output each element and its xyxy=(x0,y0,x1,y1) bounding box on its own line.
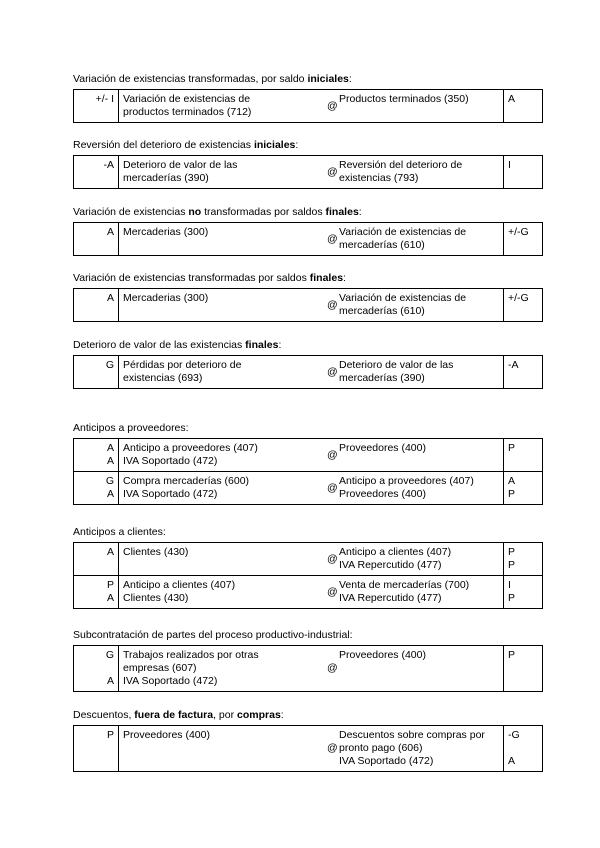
debit-sign-cell xyxy=(74,356,119,389)
section-title-part: Variación de existencias transformadas por saldos xyxy=(73,272,310,284)
credit-account: pronto pago (606) xyxy=(339,742,423,754)
credit-sign: I xyxy=(508,579,511,591)
section-title xyxy=(73,73,528,86)
debit-account: Compra mercaderías (600) xyxy=(123,475,250,487)
section-title-part: : xyxy=(343,272,346,284)
debit-sign-cell xyxy=(74,90,119,123)
debit-accounts-cell xyxy=(119,439,328,472)
debit-account: Pérdidas por deterioro de xyxy=(123,359,242,371)
debit-sign: -A xyxy=(103,159,114,171)
debit-sign: A xyxy=(106,455,114,467)
credit-sign: P xyxy=(508,649,516,661)
section-title-part: : xyxy=(348,73,352,85)
credit-account: Proveedores (400) xyxy=(339,488,426,500)
debit-sign: A xyxy=(106,226,114,238)
journal-entry-row xyxy=(74,90,543,123)
debit-accounts-cell xyxy=(119,223,328,256)
credit-sign: P xyxy=(508,592,516,604)
section-title xyxy=(73,139,528,152)
credit-account: existencias (793) xyxy=(339,172,419,184)
credit-account: mercaderías (610) xyxy=(339,305,425,317)
credit-sign: +/-G xyxy=(508,292,529,304)
journal-section xyxy=(73,629,528,692)
debit-sign: A xyxy=(106,488,114,500)
credit-sign-cell xyxy=(504,646,543,692)
credit-sign-cell xyxy=(504,439,543,472)
journal-entry-row xyxy=(74,726,543,772)
credit-accounts-cell xyxy=(335,439,504,472)
debit-sign xyxy=(78,662,114,675)
journal-entry-table xyxy=(73,542,543,609)
section-title xyxy=(73,709,528,722)
debit-account: Proveedores (400) xyxy=(123,729,210,741)
credit-account: Anticipo a proveedores (407) xyxy=(339,475,474,487)
section-title xyxy=(73,629,528,642)
credit-sign: P xyxy=(508,559,516,571)
section-title-part: : xyxy=(278,339,282,351)
at-symbol: @ xyxy=(327,223,335,256)
debit-sign: A xyxy=(106,292,114,304)
credit-accounts-cell xyxy=(335,90,504,123)
debit-account: IVA Soportado (472) xyxy=(123,488,218,500)
credit-sign: P xyxy=(508,488,516,500)
debit-sign-cell xyxy=(74,543,119,576)
section-title-part: iniciales xyxy=(253,139,296,151)
credit-accounts-cell xyxy=(335,726,504,772)
credit-account: Variación de existencias de xyxy=(339,226,467,238)
debit-sign: A xyxy=(106,546,114,558)
debit-sign: A xyxy=(106,592,114,604)
credit-sign-cell xyxy=(504,356,543,389)
credit-sign-cell xyxy=(504,223,543,256)
debit-sign: G xyxy=(105,475,114,487)
section-title xyxy=(73,422,528,435)
section-title-part: Descuentos, xyxy=(73,709,135,721)
debit-account: Deterioro de valor de las xyxy=(123,159,238,171)
debit-account: IVA Soportado (472) xyxy=(123,675,218,687)
credit-sign: P xyxy=(508,442,516,454)
credit-accounts-cell xyxy=(335,543,504,576)
section-title-part: Subcontratación de partes del proceso productivo-industrial: xyxy=(73,629,353,641)
debit-account: IVA Soportado (472) xyxy=(123,455,218,467)
debit-accounts-cell xyxy=(119,472,328,505)
debit-sign-cell xyxy=(74,646,119,692)
at-symbol: @ xyxy=(327,472,335,505)
journal-entry-row xyxy=(74,472,543,505)
credit-accounts-cell xyxy=(335,356,504,389)
debit-sign: +/- I xyxy=(95,93,114,105)
debit-sign-cell xyxy=(74,223,119,256)
credit-sign xyxy=(508,742,538,755)
journal-entry-table xyxy=(73,89,543,123)
debit-sign-cell xyxy=(74,289,119,322)
debit-accounts-cell xyxy=(119,356,328,389)
credit-sign-cell xyxy=(504,289,543,322)
journal-entry-table xyxy=(73,438,543,505)
debit-sign-cell xyxy=(74,576,119,609)
debit-sign-cell xyxy=(74,156,119,189)
debit-account: Clientes (430) xyxy=(123,546,189,558)
credit-sign: P xyxy=(508,546,516,558)
credit-accounts-cell xyxy=(335,472,504,505)
section-title-part: finales xyxy=(309,272,344,284)
at-symbol: @ xyxy=(327,439,335,472)
debit-account: Trabajos realizados por otras xyxy=(123,649,259,661)
debit-account: Variación de existencias de xyxy=(123,93,251,105)
section-title-part: Anticipos a proveedores: xyxy=(73,422,189,434)
journal-entry-table xyxy=(73,645,543,692)
debit-sign: P xyxy=(106,729,114,741)
section-title-part: Anticipos a clientes: xyxy=(73,526,166,538)
at-symbol: @ xyxy=(327,576,335,609)
section-title xyxy=(73,272,528,285)
credit-sign: -G xyxy=(508,729,520,741)
journal-entry-table xyxy=(73,222,543,256)
debit-accounts-cell xyxy=(119,576,328,609)
journal-section xyxy=(73,709,528,772)
at-symbol: @ xyxy=(327,646,335,692)
debit-accounts-cell xyxy=(119,90,328,123)
credit-sign-cell xyxy=(504,90,543,123)
credit-sign: -A xyxy=(508,359,519,371)
journal-entry-row xyxy=(74,543,543,576)
journal-section xyxy=(73,422,528,505)
debit-account: Mercaderias (300) xyxy=(123,226,209,238)
journal-entry-row xyxy=(74,156,543,189)
debit-sign: P xyxy=(106,579,114,591)
debit-sign-cell xyxy=(74,726,119,772)
section-title xyxy=(73,526,528,539)
debit-account: productos terminados (712) xyxy=(123,106,252,118)
debit-account: Anticipo a clientes (407) xyxy=(123,579,236,591)
credit-accounts-cell xyxy=(335,646,504,692)
section-title-part: transformadas por saldos xyxy=(201,206,326,218)
at-symbol: @ xyxy=(327,156,335,189)
debit-account: Mercaderias (300) xyxy=(123,292,209,304)
section-title-part: Deterioro de valor de las existencias xyxy=(73,339,246,351)
credit-account: mercaderías (610) xyxy=(339,239,425,251)
section-title xyxy=(73,206,528,219)
section-title-part: : xyxy=(295,139,299,151)
journal-entry-row xyxy=(74,223,543,256)
journal-entry-row xyxy=(74,439,543,472)
credit-accounts-cell xyxy=(335,576,504,609)
credit-sign-cell xyxy=(504,543,543,576)
credit-accounts-cell xyxy=(335,223,504,256)
debit-sign: A xyxy=(106,442,114,454)
credit-sign-cell xyxy=(504,472,543,505)
credit-sign: +/-G xyxy=(508,226,529,238)
section-title-part: fuera de factura xyxy=(134,709,214,721)
section-title-part: finales xyxy=(245,339,279,351)
credit-account: Venta de mercaderías (700) xyxy=(339,579,470,591)
section-title-part: finales xyxy=(325,206,359,218)
credit-account: IVA Soportado (472) xyxy=(339,755,434,767)
section-title-part: Reversión del deterioro de existencias xyxy=(73,139,254,151)
at-symbol: @ xyxy=(327,90,335,123)
journal-section xyxy=(73,339,528,389)
journal-entry-row xyxy=(74,289,543,322)
credit-account: Anticipo a clientes (407) xyxy=(339,546,452,558)
journal-entry-table xyxy=(73,725,543,772)
journal-section xyxy=(73,272,528,322)
section-title-part: compras xyxy=(237,709,281,721)
credit-account: mercaderías (390) xyxy=(339,372,425,384)
debit-accounts-cell xyxy=(119,156,328,189)
credit-account: Productos terminados (350) xyxy=(339,93,469,105)
at-symbol: @ xyxy=(327,289,335,322)
credit-account: IVA Repercutido (477) xyxy=(339,559,442,571)
credit-account: Variación de existencias de xyxy=(339,292,467,304)
section-title-part: iniciales xyxy=(307,73,349,85)
debit-account: Anticipo a proveedores (407) xyxy=(123,442,258,454)
credit-account: Proveedores (400) xyxy=(339,649,426,661)
section-title-part: : xyxy=(280,709,284,721)
journal-entry-table xyxy=(73,155,543,189)
credit-account: Reversión del deterioro de xyxy=(339,159,463,171)
journal-entry-table xyxy=(73,355,543,389)
credit-sign-cell xyxy=(504,156,543,189)
journal-entry-row xyxy=(74,646,543,692)
debit-account: Clientes (430) xyxy=(123,592,189,604)
credit-sign: A xyxy=(508,475,516,487)
debit-accounts-cell xyxy=(119,543,328,576)
credit-accounts-cell xyxy=(335,156,504,189)
credit-account: Proveedores (400) xyxy=(339,442,426,454)
credit-sign: A xyxy=(508,93,516,105)
journal-entry-row xyxy=(74,576,543,609)
credit-account: IVA Repercutido (477) xyxy=(339,592,442,604)
credit-account: Descuentos sobre compras por xyxy=(339,729,485,741)
debit-accounts-cell xyxy=(119,726,328,772)
debit-sign: G xyxy=(105,649,114,661)
credit-accounts-cell xyxy=(335,289,504,322)
at-symbol: @ xyxy=(327,543,335,576)
debit-account: empresas (607) xyxy=(123,662,197,674)
credit-sign: I xyxy=(508,159,511,171)
journal-section xyxy=(73,526,528,609)
at-symbol: @ xyxy=(327,356,335,389)
credit-sign-cell xyxy=(504,726,543,772)
journal-section xyxy=(73,73,528,123)
journal-entry-table xyxy=(73,288,543,322)
journal-entry-row xyxy=(74,356,543,389)
credit-sign: A xyxy=(508,755,516,767)
debit-sign-cell xyxy=(74,439,119,472)
section-title xyxy=(73,339,528,352)
credit-account: Deterioro de valor de las xyxy=(339,359,454,371)
debit-sign: A xyxy=(106,675,114,687)
section-title-part: no xyxy=(188,206,202,218)
credit-sign-cell xyxy=(504,576,543,609)
section-title-part: : xyxy=(358,206,362,218)
debit-accounts-cell xyxy=(119,646,328,692)
debit-account: existencias (693) xyxy=(123,372,203,384)
section-title-part: Variación de existencias transformadas, por saldo xyxy=(73,73,308,85)
journal-section xyxy=(73,206,528,256)
debit-sign-cell xyxy=(74,472,119,505)
section-title-part: , por xyxy=(213,709,238,721)
debit-sign: G xyxy=(105,359,114,371)
at-symbol: @ xyxy=(327,726,335,772)
section-title-part: Variación de existencias xyxy=(73,206,189,218)
debit-accounts-cell xyxy=(119,289,328,322)
debit-account: mercaderías (390) xyxy=(123,172,209,184)
journal-section xyxy=(73,139,528,189)
